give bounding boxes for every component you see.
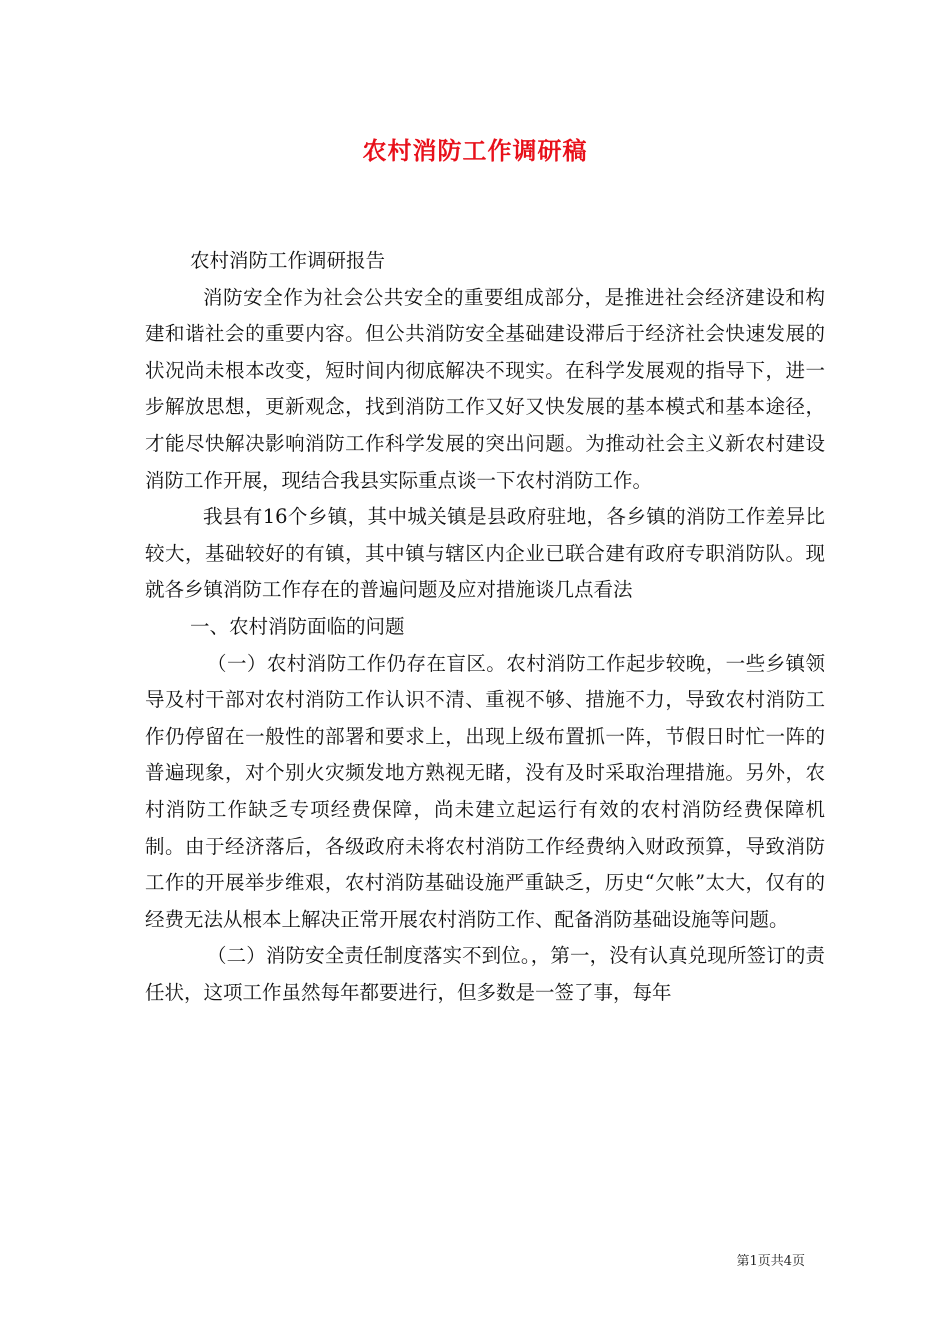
section-heading-problems: 一、农村消防面临的问题 (190, 614, 405, 638)
page-number-footer: 第1页共4页 (736, 1254, 805, 1269)
paragraph-report-heading: 农村消防工作调研报告 (190, 249, 386, 272)
document-body (145, 243, 825, 1011)
paragraph-problem-1: （一）农村消防工作仍存在盲区。农村消防工作起步较晚，一些乡镇领导及村干部对农村消防工作认识不清、重视不够、措施不力，导致农村消防工作仍停留在一般性的部署和要求上，出现上级布置抓一阵，节假日时忙一阵的普遍现象，对个别火灾频发地方熟视无睹，没有及时采取治理措施。另外，农村消防工作缺乏专项经费保障，尚未建立起运行有效的农村消防经费保障机制。由于经济落后，各级政府未将农村消防工作经费纳入财政预算，导致消防工作的开展举步维艰，农村消防基础设施严重缺乏，历史“欠帐”太大，仅有的经费无法从根本上解决正常开展农村消防工作、配备消防基础设施等问题。 (145, 651, 825, 931)
paragraph-problem-2: （二）消防安全责任制度落实不到位。，第一，没有认真兑现所签订的责任状，这项工作虽然每年都要进行，但多数是一签了事，每年 (145, 944, 825, 1004)
paragraph-county-overview: 我县有16个乡镇，其中城关镇是县政府驻地，各乡镇的消防工作差异比较大，基础较好的有镇，其中镇与辖区内企业已联合建有政府专职消防队。现就各乡镇消防工作存在的普遍问题及应对措施谈几点看法 (145, 505, 825, 602)
document-title: 农村消防工作调研稿 (362, 136, 588, 165)
paragraph-intro: 消防安全作为社会公共安全的重要组成部分，是推进社会经济建设和构建和谐社会的重要内容。但公共消防安全基础建设滞后于经济社会快速发展的状况尚未根本改变，短时间内彻底解决不现实。在科学发展观的指导下，进一步解放思想，更新观念，找到消防工作又好又快发展的基本模式和基本途径，才能尽快解决影响消防工作科学发展的突出问题。为推动社会主义新农村建设消防工作开展，现结合我县实际重点谈一下农村消防工作。 (145, 285, 825, 492)
